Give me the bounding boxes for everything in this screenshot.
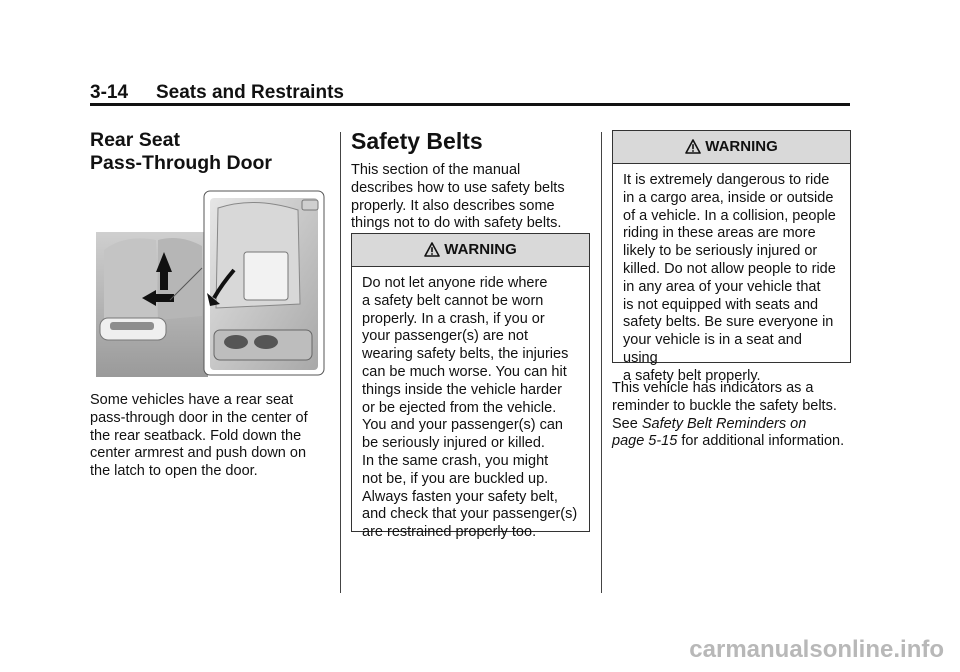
text-span: See — [612, 415, 642, 432]
text-line: Do not let anyone ride where — [362, 275, 548, 291]
text-line: This vehicle has indicators as a — [612, 380, 814, 396]
heading-line: Pass-Through Door — [90, 151, 273, 174]
text-line: the rear seatback. Fold down the — [90, 427, 302, 444]
text-line: your vehicle is in a seat and using — [623, 332, 802, 366]
pass-through-door — [244, 252, 288, 300]
text-line: in any area of your vehicle that — [623, 278, 821, 295]
text-line: You and your passenger(s) can — [362, 417, 563, 434]
indicator-paragraph — [612, 380, 844, 451]
warning-header — [352, 234, 589, 267]
text-line: or be ejected from the vehicle. — [362, 399, 557, 416]
page-number: 3-14 — [90, 82, 129, 103]
text-line: can be much worse. You can hit — [362, 363, 567, 380]
text-line: likely to be seriously injured or — [623, 243, 818, 260]
heading-rear-seat-pass-through — [90, 129, 272, 174]
warning-icon — [685, 139, 701, 155]
text-line: Some vehicles have a rear seat — [90, 392, 294, 408]
warning-icon — [424, 242, 440, 258]
text-line: riding in these areas are more — [623, 225, 816, 242]
text-line: safety belts. Be sure everyone in — [623, 314, 834, 331]
text-line: the latch to open the door. — [90, 463, 258, 480]
text-line: This section of the manual — [351, 162, 521, 178]
text-line: your passenger(s) are not — [362, 328, 529, 345]
header-rule — [90, 103, 850, 106]
text-span: for additional information. — [677, 433, 845, 450]
text-line: things not to do with safety belts. — [351, 215, 562, 232]
text-line: be seriously injured or killed. — [362, 435, 545, 452]
text-line: pass-through door in the center of — [90, 409, 308, 426]
warning-box-belts — [351, 233, 590, 541]
text-line: things inside the vehicle harder — [362, 381, 562, 398]
text-line: In the same crash, you might — [362, 452, 549, 469]
text-line — [612, 433, 844, 451]
pass-through-description — [90, 392, 308, 481]
cross-reference-link[interactable]: Safety Belt Reminders on — [641, 415, 807, 432]
pass-through-door-illustration — [94, 190, 326, 377]
text-line: is not equipped with seats and — [623, 296, 819, 313]
safety-belts-intro — [351, 162, 565, 233]
page-header — [90, 82, 850, 104]
text-line: not be, if you are buckled up. — [362, 470, 549, 487]
warning-label: WARNING — [705, 138, 778, 156]
cross-reference-link-page[interactable]: page 5-15 — [612, 433, 678, 450]
text-line: killed. Do not allow people to ride — [623, 260, 836, 277]
text-line: of a vehicle. In a collision, people — [623, 207, 836, 224]
column-divider-2 — [601, 132, 602, 593]
column-divider-1 — [340, 132, 341, 593]
warning-label: WARNING — [444, 241, 517, 259]
text-line: center armrest and push down on — [90, 445, 307, 462]
text-line: and check that your passenger(s) — [362, 506, 578, 523]
section-title: Seats and Restraints — [156, 82, 344, 103]
warning-header — [613, 131, 850, 164]
warning-text — [613, 164, 850, 386]
text-line: a safety belt cannot be worn — [362, 292, 544, 309]
warning-text — [352, 267, 589, 542]
text-line: reminder to buckle the safety belts. — [612, 397, 837, 414]
text-line: are restrained properly too. — [362, 524, 537, 541]
text-line: in a cargo area, inside or outside — [623, 189, 834, 206]
text-line: properly. In a crash, if you or — [362, 310, 545, 327]
text-line: describes how to use safety belts — [351, 179, 565, 196]
warning-box-cargo — [612, 130, 851, 384]
text-line: Always fasten your safety belt, — [362, 488, 558, 505]
text-line: It is extremely dangerous to ride — [623, 172, 830, 188]
watermark: carmanualsonline.info — [689, 636, 944, 663]
text-line: a safety belt properly. — [623, 367, 761, 384]
text-line: wearing safety belts, the injuries — [362, 346, 569, 363]
text-line — [612, 416, 844, 434]
heading-line: Rear Seat — [90, 129, 180, 151]
text-line: properly. It also describes some — [351, 197, 555, 214]
heading-safety-belts: Safety Belts — [351, 128, 483, 154]
